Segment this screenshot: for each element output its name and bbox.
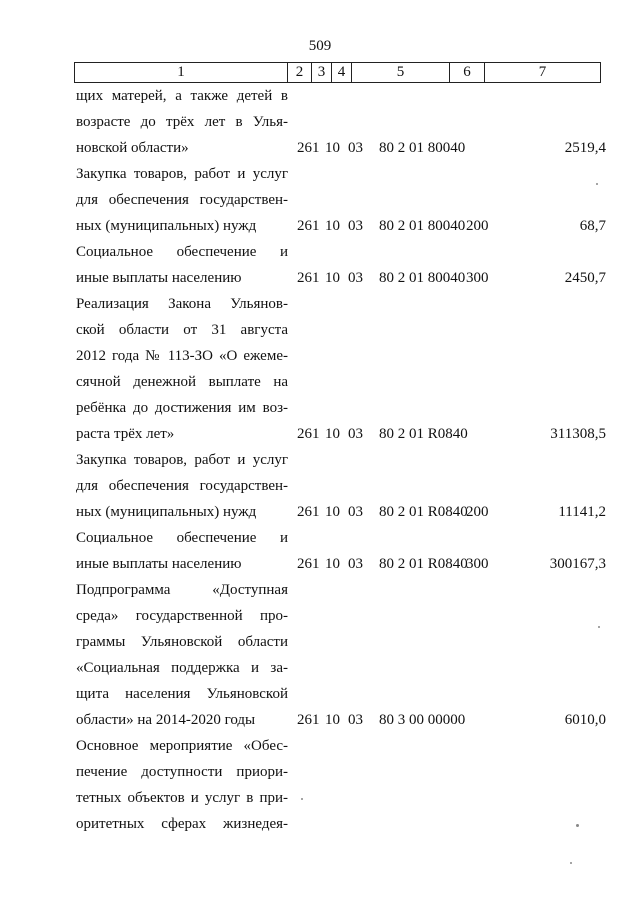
code-subsection: 03 <box>348 504 363 520</box>
row-text-line: области» на 2014-2020 годы <box>76 712 256 728</box>
code-section: 10 <box>325 504 340 520</box>
row-text-line: Закупка товаров, работ и услуг <box>76 166 288 182</box>
row-text-line: печение доступности приори- <box>76 764 288 780</box>
row-text-line: возрасте до трёх лет в Улья- <box>76 114 288 130</box>
row-text-line: ных (муниципальных) нужд <box>76 504 257 520</box>
row-text-line: оритетных сферах жизнедея- <box>76 816 288 832</box>
code-section: 10 <box>325 712 340 728</box>
row-text-line: Подпрограмма «Доступная <box>76 582 288 598</box>
row-text-line: ных (муниципальных) нужд <box>76 218 257 234</box>
amount: 11141,2 <box>558 504 606 520</box>
code-target-article: 80 2 01 80040 <box>379 140 466 156</box>
code-section: 10 <box>325 556 340 572</box>
code-expense-type: 300 <box>466 556 489 572</box>
column-header-table <box>74 62 601 83</box>
row-text-line: тетных объектов и услуг в при- <box>76 790 288 806</box>
code-expense-type: 300 <box>466 270 489 286</box>
code-target-article: 80 2 01 R0840 <box>379 556 468 572</box>
code-section: 10 <box>325 270 340 286</box>
code-subsection: 03 <box>348 556 363 572</box>
row-text-line: Социальное обеспечение и <box>76 244 288 260</box>
scan-speck <box>598 626 600 628</box>
scan-speck <box>576 824 579 827</box>
row-text-line: Закупка товаров, работ и услуг <box>76 452 288 468</box>
row-text-line: «Социальная поддержка и за- <box>76 660 288 676</box>
code-target-article: 80 2 01 80040 <box>379 218 466 234</box>
code-admin: 261 <box>297 218 320 234</box>
amount: 2519,4 <box>564 140 606 156</box>
column-header-6: 6 <box>450 63 485 83</box>
code-admin: 261 <box>297 140 320 156</box>
row-text-line: граммы Ульяновской области <box>76 634 288 650</box>
row-text-line: новской области» <box>76 140 189 156</box>
row-text-line: иные выплаты населению <box>76 270 242 286</box>
code-target-article: 80 3 00 00000 <box>379 712 466 728</box>
code-section: 10 <box>325 140 340 156</box>
row-text-line: щита населения Ульяновской <box>76 686 288 702</box>
column-header-row <box>75 63 601 83</box>
row-text-line: Социальное обеспечение и <box>76 530 288 546</box>
row-text-line: Основное мероприятие «Обес- <box>76 738 288 754</box>
scan-speck <box>301 798 303 800</box>
amount: 2450,7 <box>564 270 606 286</box>
row-text-line: ребёнка до достижения им воз- <box>76 400 288 416</box>
row-text-line: для обеспечения государствен- <box>76 192 288 208</box>
column-header-5: 5 <box>352 63 450 83</box>
code-subsection: 03 <box>348 140 363 156</box>
amount: 300167,3 <box>549 556 606 572</box>
scan-speck <box>596 183 598 185</box>
row-text-line: для обеспечения государствен- <box>76 478 288 494</box>
code-expense-type: 200 <box>466 504 489 520</box>
code-admin: 261 <box>297 426 320 442</box>
row-text-line: щих матерей, а также детей в <box>76 88 288 104</box>
row-text-line: Реализация Закона Ульянов- <box>76 296 288 312</box>
code-subsection: 03 <box>348 426 363 442</box>
column-header-1: 1 <box>75 63 288 83</box>
code-subsection: 03 <box>348 712 363 728</box>
code-admin: 261 <box>297 270 320 286</box>
row-text-line: среда» государственной про- <box>76 608 288 624</box>
row-text-line: раста трёх лет» <box>76 426 175 442</box>
row-text-line: иные выплаты населению <box>76 556 242 572</box>
page-number: 509 <box>308 38 332 54</box>
code-subsection: 03 <box>348 270 363 286</box>
code-subsection: 03 <box>348 218 363 234</box>
row-text-line: сячной денежной выплате на <box>76 374 288 390</box>
code-section: 10 <box>325 218 340 234</box>
amount: 311308,5 <box>550 426 606 442</box>
scan-speck <box>570 862 572 864</box>
column-header-7: 7 <box>485 63 601 83</box>
code-admin: 261 <box>297 504 320 520</box>
column-header-4: 4 <box>332 63 352 83</box>
amount: 6010,0 <box>564 712 606 728</box>
code-section: 10 <box>325 426 340 442</box>
code-target-article: 80 2 01 80040 <box>379 270 466 286</box>
code-admin: 261 <box>297 712 320 728</box>
code-admin: 261 <box>297 556 320 572</box>
code-target-article: 80 2 01 R0840 <box>379 426 468 442</box>
row-text-line: 2012 года № 113-ЗО «О ежеме- <box>76 348 288 364</box>
code-expense-type: 200 <box>466 218 489 234</box>
column-header-3: 3 <box>312 63 332 83</box>
row-text-line: ской области от 31 августа <box>76 322 288 338</box>
amount: 68,7 <box>579 218 606 234</box>
column-header-2: 2 <box>288 63 312 83</box>
code-target-article: 80 2 01 R0840 <box>379 504 468 520</box>
